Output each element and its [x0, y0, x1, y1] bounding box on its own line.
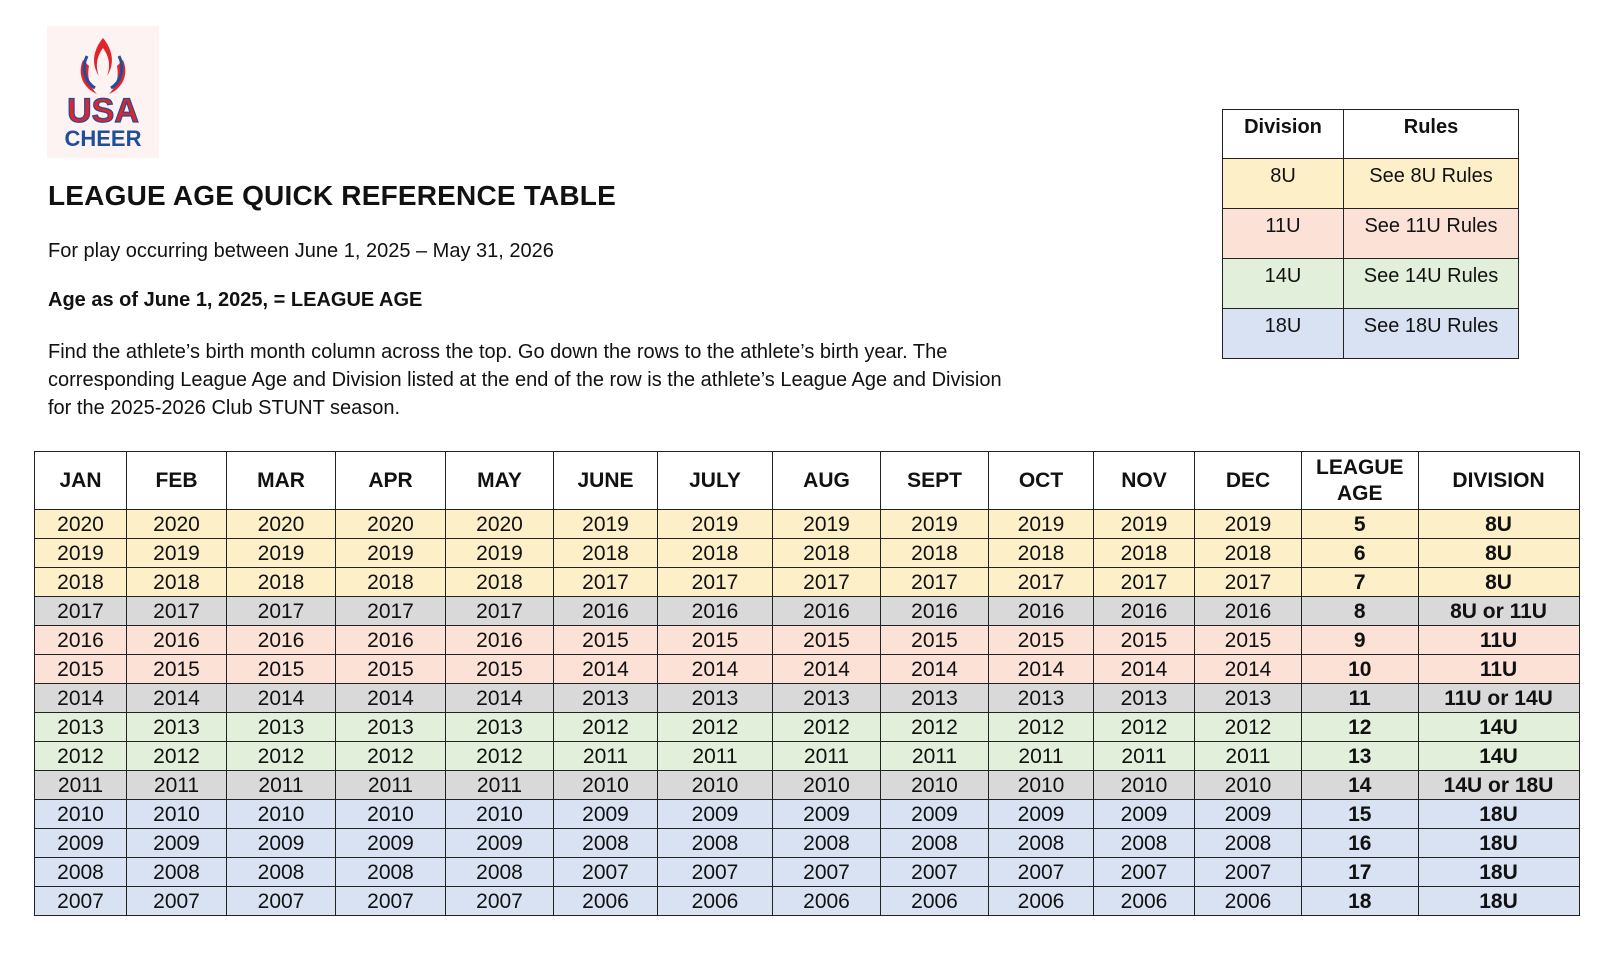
birth-year-cell: 2014 [554, 655, 658, 684]
division-cell: 8U [1418, 510, 1579, 539]
birth-year-cell: 2007 [1195, 858, 1302, 887]
birth-year-cell: 2014 [227, 684, 336, 713]
birth-year-cell: 2007 [227, 887, 336, 916]
table-row [35, 597, 1580, 626]
birth-year-cell: 2017 [554, 568, 658, 597]
birth-year-cell: 2010 [35, 800, 127, 829]
birth-year-cell: 2010 [554, 771, 658, 800]
birth-year-cell: 2009 [658, 800, 773, 829]
birth-year-cell: 2010 [227, 800, 336, 829]
birth-year-cell: 2007 [1094, 858, 1195, 887]
birth-year-cell: 2013 [658, 684, 773, 713]
column-header: JAN [35, 452, 127, 510]
legend-rules: See 18U Rules [1344, 309, 1519, 359]
birth-year-cell: 2012 [658, 713, 773, 742]
usa-cheer-logo [47, 26, 159, 158]
birth-year-cell: 2010 [1195, 771, 1302, 800]
birth-year-cell: 2013 [881, 684, 989, 713]
birth-year-cell: 2016 [336, 626, 446, 655]
league-age-cell: 7 [1302, 568, 1419, 597]
birth-year-cell: 2010 [881, 771, 989, 800]
column-header: NOV [1094, 452, 1195, 510]
birth-year-cell: 2016 [446, 626, 554, 655]
birth-year-cell: 2010 [1094, 771, 1195, 800]
league-age-cell: 14 [1302, 771, 1419, 800]
division-cell: 11U [1418, 626, 1579, 655]
column-header: AUG [773, 452, 881, 510]
birth-year-cell: 2019 [446, 539, 554, 568]
column-header: OCT [989, 452, 1094, 510]
legend-rules: See 11U Rules [1344, 209, 1519, 259]
birth-year-cell: 2006 [1195, 887, 1302, 916]
play-period-text: For play occurring between June 1, 2025 – May 31, 2026 [48, 240, 554, 262]
legend-division: 8U [1223, 159, 1344, 209]
birth-year-cell: 2011 [127, 771, 227, 800]
birth-year-cell: 2019 [227, 539, 336, 568]
birth-year-cell: 2012 [35, 742, 127, 771]
column-header: JULY [658, 452, 773, 510]
birth-year-cell: 2014 [1195, 655, 1302, 684]
birth-year-cell: 2015 [35, 655, 127, 684]
birth-year-cell: 2012 [1195, 713, 1302, 742]
birth-year-cell: 2010 [658, 771, 773, 800]
birth-year-cell: 2016 [227, 626, 336, 655]
league-age-cell: 18 [1302, 887, 1419, 916]
birth-year-cell: 2006 [1094, 887, 1195, 916]
birth-year-cell: 2017 [35, 597, 127, 626]
birth-year-cell: 2015 [554, 626, 658, 655]
birth-year-cell: 2008 [127, 858, 227, 887]
birth-year-cell: 2016 [989, 597, 1094, 626]
birth-year-cell: 2019 [658, 510, 773, 539]
legend-division: 14U [1223, 259, 1344, 309]
birth-year-cell: 2019 [773, 510, 881, 539]
birth-year-cell: 2006 [989, 887, 1094, 916]
birth-year-cell: 2007 [336, 887, 446, 916]
birth-year-cell: 2018 [446, 568, 554, 597]
birth-year-cell: 2009 [227, 829, 336, 858]
birth-year-cell: 2009 [881, 800, 989, 829]
legend-rules: See 14U Rules [1344, 259, 1519, 309]
birth-year-cell: 2012 [554, 713, 658, 742]
birth-year-cell: 2009 [446, 829, 554, 858]
table-row [35, 539, 1580, 568]
birth-year-cell: 2007 [773, 858, 881, 887]
table-row [35, 858, 1580, 887]
birth-year-cell: 2008 [989, 829, 1094, 858]
table-row [35, 887, 1580, 916]
column-header: SEPT [881, 452, 989, 510]
birth-year-cell: 2011 [881, 742, 989, 771]
birth-year-cell: 2012 [1094, 713, 1195, 742]
birth-year-cell: 2006 [554, 887, 658, 916]
birth-year-cell: 2016 [881, 597, 989, 626]
birth-year-cell: 2010 [336, 800, 446, 829]
legend-division: 11U [1223, 209, 1344, 259]
birth-year-cell: 2015 [336, 655, 446, 684]
table-row [35, 568, 1580, 597]
birth-year-cell: 2013 [35, 713, 127, 742]
league-age-cell: 10 [1302, 655, 1419, 684]
league-age-cell: 11 [1302, 684, 1419, 713]
age-definition-text: Age as of June 1, 2025, = LEAGUE AGE [48, 289, 423, 311]
birth-year-cell: 2014 [127, 684, 227, 713]
birth-year-cell: 2018 [336, 568, 446, 597]
birth-year-cell: 2015 [1195, 626, 1302, 655]
legend-row [1223, 209, 1519, 259]
birth-year-cell: 2013 [227, 713, 336, 742]
birth-year-cell: 2016 [1094, 597, 1195, 626]
birth-year-cell: 2020 [336, 510, 446, 539]
birth-year-cell: 2015 [127, 655, 227, 684]
legend-header-division: Division [1223, 110, 1344, 159]
page-title: LEAGUE AGE QUICK REFERENCE TABLE [48, 180, 616, 211]
birth-year-cell: 2014 [1094, 655, 1195, 684]
legend-row [1223, 159, 1519, 209]
svg-text:USA: USA [67, 92, 139, 130]
birth-year-cell: 2017 [227, 597, 336, 626]
birth-year-cell: 2017 [773, 568, 881, 597]
birth-year-cell: 2018 [35, 568, 127, 597]
column-header: DEC [1195, 452, 1302, 510]
birth-year-cell: 2018 [1195, 539, 1302, 568]
birth-year-cell: 2008 [227, 858, 336, 887]
league-age-cell: 12 [1302, 713, 1419, 742]
league-age-cell: 13 [1302, 742, 1419, 771]
birth-year-cell: 2012 [881, 713, 989, 742]
table-row [35, 626, 1580, 655]
birth-year-cell: 2020 [227, 510, 336, 539]
birth-year-cell: 2015 [227, 655, 336, 684]
birth-year-cell: 2014 [35, 684, 127, 713]
birth-year-cell: 2010 [446, 800, 554, 829]
division-cell: 8U or 11U [1418, 597, 1579, 626]
birth-year-cell: 2007 [35, 887, 127, 916]
league-age-cell: 17 [1302, 858, 1419, 887]
birth-year-cell: 2009 [989, 800, 1094, 829]
birth-year-cell: 2011 [658, 742, 773, 771]
birth-year-cell: 2018 [773, 539, 881, 568]
birth-year-cell: 2016 [35, 626, 127, 655]
legend-division: 18U [1223, 309, 1344, 359]
division-cell: 14U or 18U [1418, 771, 1579, 800]
birth-year-cell: 2019 [35, 539, 127, 568]
division-cell: 8U [1418, 568, 1579, 597]
birth-year-cell: 2014 [989, 655, 1094, 684]
birth-year-cell: 2018 [554, 539, 658, 568]
birth-year-cell: 2009 [336, 829, 446, 858]
birth-year-cell: 2008 [658, 829, 773, 858]
birth-year-cell: 2009 [1094, 800, 1195, 829]
birth-year-cell: 2015 [881, 626, 989, 655]
birth-year-cell: 2016 [658, 597, 773, 626]
birth-year-cell: 2011 [989, 742, 1094, 771]
birth-year-cell: 2015 [773, 626, 881, 655]
birth-year-cell: 2019 [336, 539, 446, 568]
birth-year-cell: 2014 [658, 655, 773, 684]
legend-header-rules: Rules [1344, 110, 1519, 159]
birth-year-cell: 2008 [773, 829, 881, 858]
table-row [35, 713, 1580, 742]
birth-year-cell: 2017 [446, 597, 554, 626]
column-header: MAY [446, 452, 554, 510]
birth-year-cell: 2020 [127, 510, 227, 539]
birth-year-cell: 2011 [773, 742, 881, 771]
birth-year-cell: 2015 [446, 655, 554, 684]
birth-year-cell: 2012 [989, 713, 1094, 742]
legend-header-row [1223, 110, 1519, 159]
birth-year-cell: 2012 [446, 742, 554, 771]
birth-year-cell: 2011 [227, 771, 336, 800]
birth-year-cell: 2011 [446, 771, 554, 800]
birth-year-cell: 2009 [554, 800, 658, 829]
birth-year-cell: 2019 [554, 510, 658, 539]
birth-year-cell: 2017 [336, 597, 446, 626]
birth-year-cell: 2016 [554, 597, 658, 626]
birth-year-cell: 2010 [989, 771, 1094, 800]
table-row [35, 771, 1580, 800]
league-age-cell: 8 [1302, 597, 1419, 626]
birth-year-cell: 2012 [127, 742, 227, 771]
birth-year-cell: 2009 [1195, 800, 1302, 829]
table-row [35, 510, 1580, 539]
birth-year-cell: 2016 [1195, 597, 1302, 626]
birth-year-cell: 2014 [446, 684, 554, 713]
birth-year-cell: 2020 [446, 510, 554, 539]
birth-year-cell: 2011 [554, 742, 658, 771]
division-cell: 18U [1418, 800, 1579, 829]
division-cell: 18U [1418, 858, 1579, 887]
birth-year-cell: 2008 [336, 858, 446, 887]
birth-year-cell: 2013 [773, 684, 881, 713]
league-age-cell: 16 [1302, 829, 1419, 858]
birth-year-cell: 2008 [1195, 829, 1302, 858]
birth-year-cell: 2016 [773, 597, 881, 626]
birth-year-cell: 2008 [554, 829, 658, 858]
table-row [35, 655, 1580, 684]
birth-year-cell: 2017 [658, 568, 773, 597]
division-cell: 8U [1418, 539, 1579, 568]
birth-year-cell: 2006 [773, 887, 881, 916]
birth-year-cell: 2011 [35, 771, 127, 800]
league-age-cell: 6 [1302, 539, 1419, 568]
division-rules-legend [1222, 109, 1519, 359]
birth-year-cell: 2012 [227, 742, 336, 771]
column-header: FEB [127, 452, 227, 510]
instructions-text: Find the athlete’s birth month column across the top. Go down the rows to the athlete’s birth year. The corresponding League Age and Division listed at the end of the row is the athlete’s League Age and Division for the 2025-2026 Club STUNT season. [48, 341, 1002, 419]
division-cell: 11U [1418, 655, 1579, 684]
birth-year-cell: 2019 [881, 510, 989, 539]
svg-text:CHEER: CHEER [64, 126, 142, 151]
birth-year-cell: 2007 [989, 858, 1094, 887]
legend-row [1223, 309, 1519, 359]
birth-year-cell: 2020 [35, 510, 127, 539]
column-header: APR [336, 452, 446, 510]
birth-year-cell: 2013 [1094, 684, 1195, 713]
birth-year-cell: 2019 [1094, 510, 1195, 539]
division-cell: 18U [1418, 887, 1579, 916]
birth-year-cell: 2007 [554, 858, 658, 887]
birth-year-cell: 2018 [989, 539, 1094, 568]
birth-year-cell: 2008 [446, 858, 554, 887]
birth-year-cell: 2009 [35, 829, 127, 858]
birth-year-cell: 2018 [127, 568, 227, 597]
birth-year-cell: 2017 [881, 568, 989, 597]
birth-year-cell: 2017 [989, 568, 1094, 597]
birth-year-cell: 2013 [336, 713, 446, 742]
birth-year-cell: 2019 [127, 539, 227, 568]
league-age-table [34, 451, 1580, 916]
birth-year-cell: 2006 [881, 887, 989, 916]
birth-year-cell: 2013 [989, 684, 1094, 713]
birth-year-cell: 2013 [127, 713, 227, 742]
birth-year-cell: 2011 [1195, 742, 1302, 771]
division-cell: 14U [1418, 742, 1579, 771]
birth-year-cell: 2017 [1094, 568, 1195, 597]
birth-year-cell: 2008 [1094, 829, 1195, 858]
birth-year-cell: 2015 [658, 626, 773, 655]
birth-year-cell: 2007 [127, 887, 227, 916]
birth-year-cell: 2006 [658, 887, 773, 916]
birth-year-cell: 2018 [658, 539, 773, 568]
birth-year-cell: 2010 [127, 800, 227, 829]
division-cell: 18U [1418, 829, 1579, 858]
birth-year-cell: 2014 [336, 684, 446, 713]
birth-year-cell: 2015 [989, 626, 1094, 655]
birth-year-cell: 2013 [554, 684, 658, 713]
birth-year-cell: 2010 [773, 771, 881, 800]
legend-rules: See 8U Rules [1344, 159, 1519, 209]
birth-year-cell: 2015 [1094, 626, 1195, 655]
division-cell: 14U [1418, 713, 1579, 742]
birth-year-cell: 2007 [446, 887, 554, 916]
table-row [35, 800, 1580, 829]
column-header: JUNE [554, 452, 658, 510]
table-row [35, 829, 1580, 858]
column-header: DIVISION [1418, 452, 1579, 510]
table-row [35, 684, 1580, 713]
birth-year-cell: 2011 [1094, 742, 1195, 771]
league-age-cell: 15 [1302, 800, 1419, 829]
league-age-cell: 9 [1302, 626, 1419, 655]
birth-year-cell: 2018 [1094, 539, 1195, 568]
column-header: LEAGUE AGE [1302, 452, 1419, 510]
birth-year-cell: 2008 [35, 858, 127, 887]
birth-year-cell: 2007 [881, 858, 989, 887]
birth-year-cell: 2011 [336, 771, 446, 800]
column-header: MAR [227, 452, 336, 510]
league-age-cell: 5 [1302, 510, 1419, 539]
birth-year-cell: 2019 [1195, 510, 1302, 539]
table-row [35, 742, 1580, 771]
birth-year-cell: 2013 [446, 713, 554, 742]
birth-year-cell: 2018 [881, 539, 989, 568]
division-cell: 11U or 14U [1418, 684, 1579, 713]
birth-year-cell: 2009 [773, 800, 881, 829]
birth-year-cell: 2017 [127, 597, 227, 626]
birth-year-cell: 2019 [989, 510, 1094, 539]
table-header-row [35, 452, 1580, 510]
birth-year-cell: 2012 [773, 713, 881, 742]
birth-year-cell: 2014 [881, 655, 989, 684]
birth-year-cell: 2013 [1195, 684, 1302, 713]
birth-year-cell: 2012 [336, 742, 446, 771]
legend-row [1223, 259, 1519, 309]
birth-year-cell: 2016 [127, 626, 227, 655]
birth-year-cell: 2018 [227, 568, 336, 597]
logo-graphic [47, 26, 159, 158]
birth-year-cell: 2009 [127, 829, 227, 858]
birth-year-cell: 2007 [658, 858, 773, 887]
birth-year-cell: 2017 [1195, 568, 1302, 597]
birth-year-cell: 2008 [881, 829, 989, 858]
birth-year-cell: 2014 [773, 655, 881, 684]
